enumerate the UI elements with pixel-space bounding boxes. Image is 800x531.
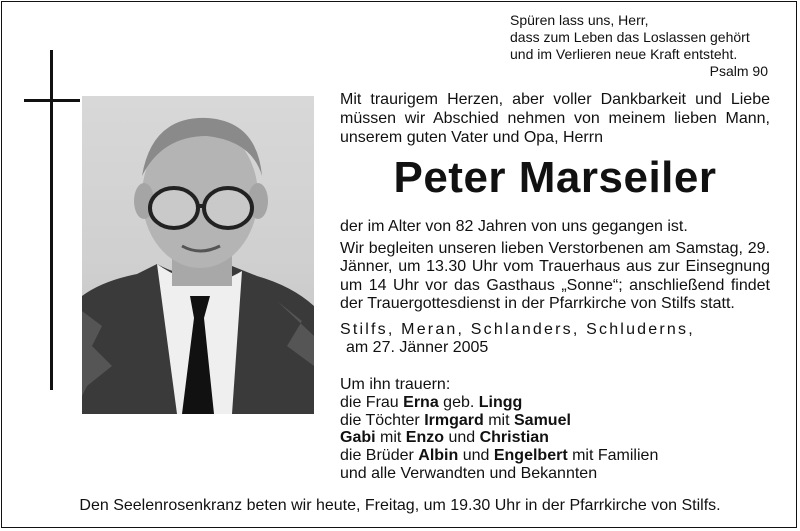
mourners-list — [340, 376, 770, 483]
mourner-line: und alle Verwandten und Bekannten — [340, 464, 598, 482]
rosary-notice: Den Seelenrosenkranz beten wir heute, Freitag, um 19.30 Uhr in der Pfarrkirche von Stilfs. — [79, 497, 721, 514]
psalm-line: dass zum Leben das Loslassen gehört — [510, 29, 750, 45]
deceased-name: Peter Marseiler — [393, 153, 717, 202]
age-line: der im Alter von 82 Jahren von uns gegangen ist. — [340, 218, 688, 235]
funeral-text: Wir begleiten unseren lieben Verstorbenen am Samstag, 29. Jänner, um 13.30 Uhr vom Trauerhaus aus zur Einsegnung um 14 Uhr vor das Gasthaus „Sonne“; anschließend findet der Trauergottesdienst in der Pfarrkirche von Stilfs statt. — [340, 239, 770, 312]
places-line: Stilfs, Meran, Schlanders, Schluderns, — [340, 320, 695, 338]
mourner-line: die Frau Erna geb. Lingg — [340, 393, 523, 411]
mourners-header: Um ihn trauern: — [340, 376, 451, 393]
portrait-photo — [82, 96, 314, 414]
psalm-line: und im Verlieren neue Kraft entsteht. — [510, 46, 738, 62]
psalm-reference: Psalm 90 — [709, 63, 768, 79]
date-line: am 27. Jänner 2005 — [346, 339, 489, 356]
mourner-line: Gabi mit Enzo und Christian — [340, 429, 549, 447]
mourner-line: die Töchter Irmgard mit Samuel — [340, 411, 571, 429]
psalm-line: Spüren lass uns, Herr, — [510, 12, 649, 28]
intro-text: Mit traurigem Herzen, aber voller Dankbarkeit und Liebe müssen wir Abschied nehmen von meinem lieben Mann, unserem guten Vater und Opa, Herrn — [340, 91, 770, 146]
portrait-illustration — [82, 96, 314, 414]
funeral-details — [340, 218, 770, 358]
cross-bar — [24, 99, 80, 102]
psalm-quote — [510, 12, 768, 80]
mourner-line: die Brüder Albin und Engelbert mit Familien — [340, 447, 659, 465]
